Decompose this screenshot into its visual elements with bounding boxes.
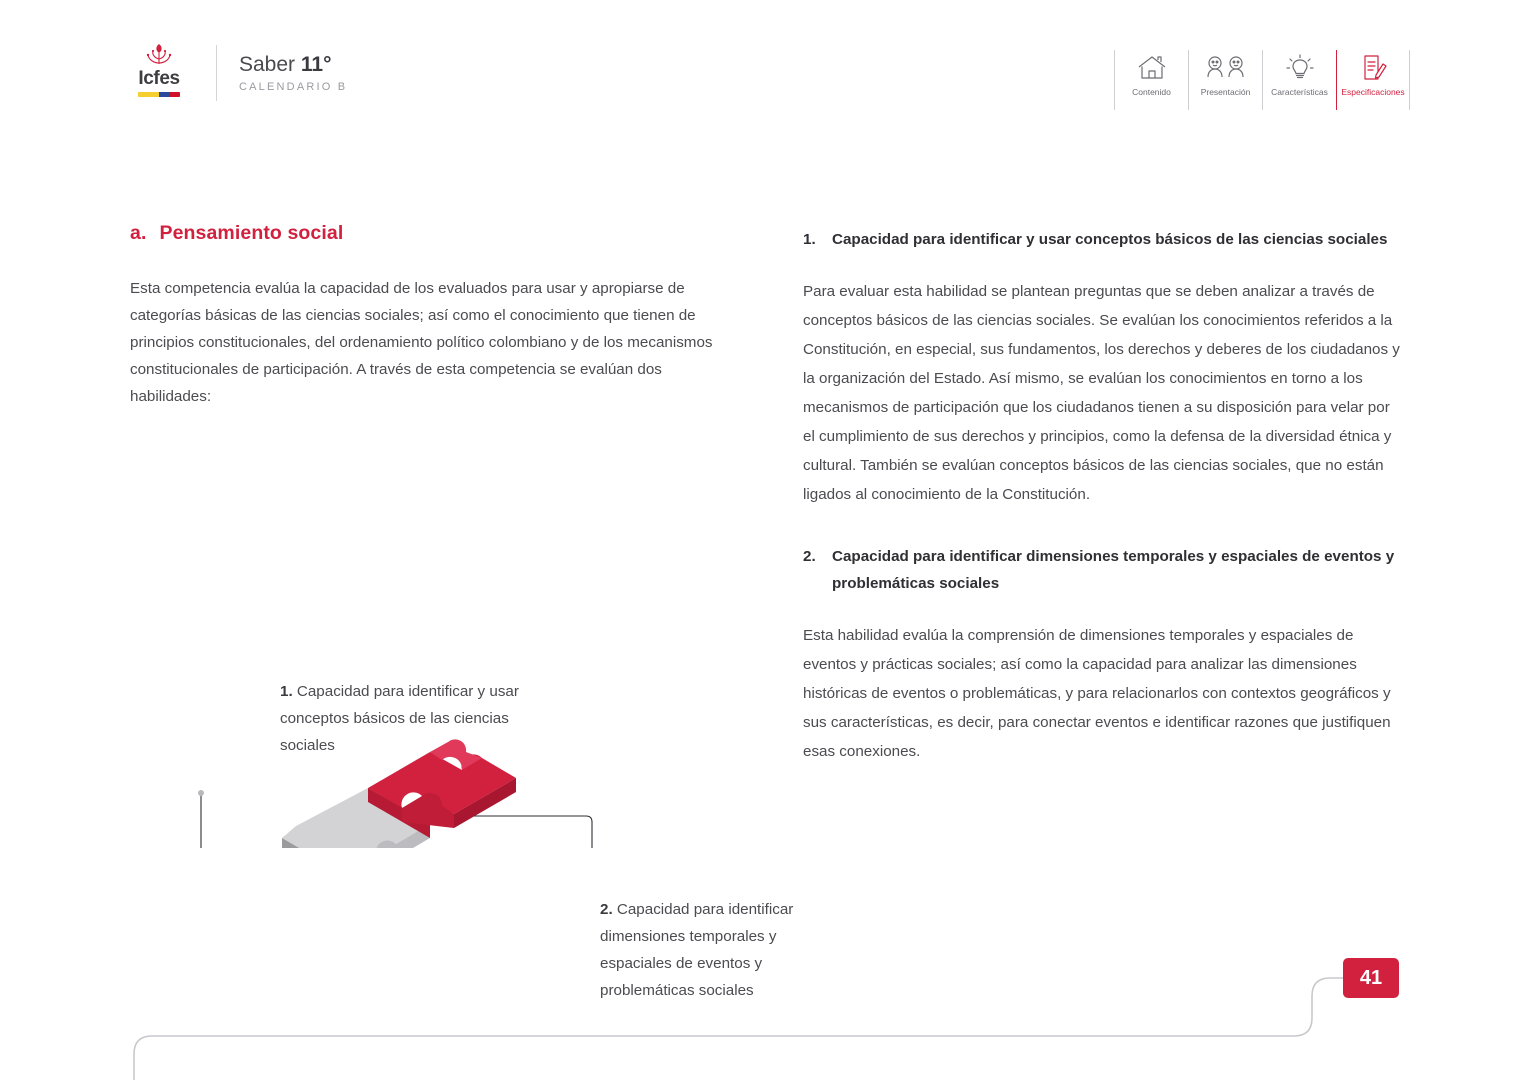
right-column xyxy=(803,226,1400,800)
callout-1-number: 1. xyxy=(280,683,293,700)
nav-label-presentacion: Presentación xyxy=(1200,87,1251,97)
callout-2-number: 2. xyxy=(600,901,613,918)
page-number-badge: 41 xyxy=(1343,958,1399,998)
nav-label-contenido: Contenido xyxy=(1132,87,1171,97)
habilidad-1-body: Para evaluar esta habilidad se plantean preguntas que se deben analizar a través de conceptos básicos de las ciencias sociales. Se evalúan los conocimientos referidos a la Constitución, en especial, sus fundamentos, los derechos y deberes de los ciudadanos y la organización del Estado. Así mismo, se evalúan los conocimientos en torno a los mecanismos de participación que los ciudadanos tienen a su disposición para velar por el cumplimiento de sus derechos y principios, como la defensa de la diversidad étnica y cultural. También se evalúan conceptos básicos de las ciencias sociales, que no están ligados al conocimiento de la Constitución. xyxy=(803,283,1400,503)
list-item xyxy=(803,543,1400,766)
nav-label-caracteristicas: Características xyxy=(1271,87,1328,97)
puzzle-pieces-illustration xyxy=(130,428,794,999)
nav-label-especificaciones: Especificaciones xyxy=(1341,87,1405,97)
habilidad-1-title: Capacidad para identificar y usar conceptos básicos de las ciencias sociales xyxy=(832,231,1388,248)
intro-paragraph: Esta competencia evalúa la capacidad de los evaluados para usar y apropiarse de categorías básicas de las ciencias sociales; así como el conocimiento que tienen de principios constitucionales, del ordenamiento político colombiano y de los mecanismos constitucionales de participación. A través de esta competencia se evalúan dos habilidades: xyxy=(130,280,713,405)
document-title-bold: 11° xyxy=(300,53,332,77)
habilidad-1-number: 1. xyxy=(803,231,816,248)
document-title-regular: Saber xyxy=(239,53,301,77)
habilidad-2-heading xyxy=(803,543,1400,597)
habilidad-2-body: Esta habilidad evalúa la comprensión de dimensiones temporales y espaciales de eventos y prácticas sociales; así como la capacidad para analizar las dimensiones históricas de eventos o problemáticas, y para relacionarlos con contextos geográficos y sus características, es decir, para conectar eventos e identificar razones que justifiquen esas conexiones. xyxy=(803,627,1391,760)
section-label: a. xyxy=(130,222,147,244)
page-title xyxy=(130,222,730,245)
icfes-logo-wordmark: Icfes xyxy=(138,68,180,89)
leader-line-left xyxy=(198,790,295,848)
habilidad-1-heading xyxy=(803,226,1400,253)
callout-2-text: Capacidad para identificar dimensiones temporales y espaciales de eventos y problemáticas sociales xyxy=(600,901,794,999)
callout-habilidad-2 xyxy=(600,896,845,1004)
section-title-text: Pensamiento social xyxy=(159,222,344,244)
list-item xyxy=(803,226,1400,509)
puzzle-graphic-svg xyxy=(130,428,730,848)
callout-1-text: Capacidad para identificar y usar conceptos básicos de las ciencias sociales xyxy=(280,683,519,754)
habilidad-2-number: 2. xyxy=(803,548,816,565)
document-subtitle: CALENDARIO B xyxy=(239,80,348,93)
habilidad-2-title: Capacidad para identificar dimensiones temporales y espaciales de eventos y problemáticas sociales xyxy=(832,548,1395,592)
left-column xyxy=(130,222,794,999)
